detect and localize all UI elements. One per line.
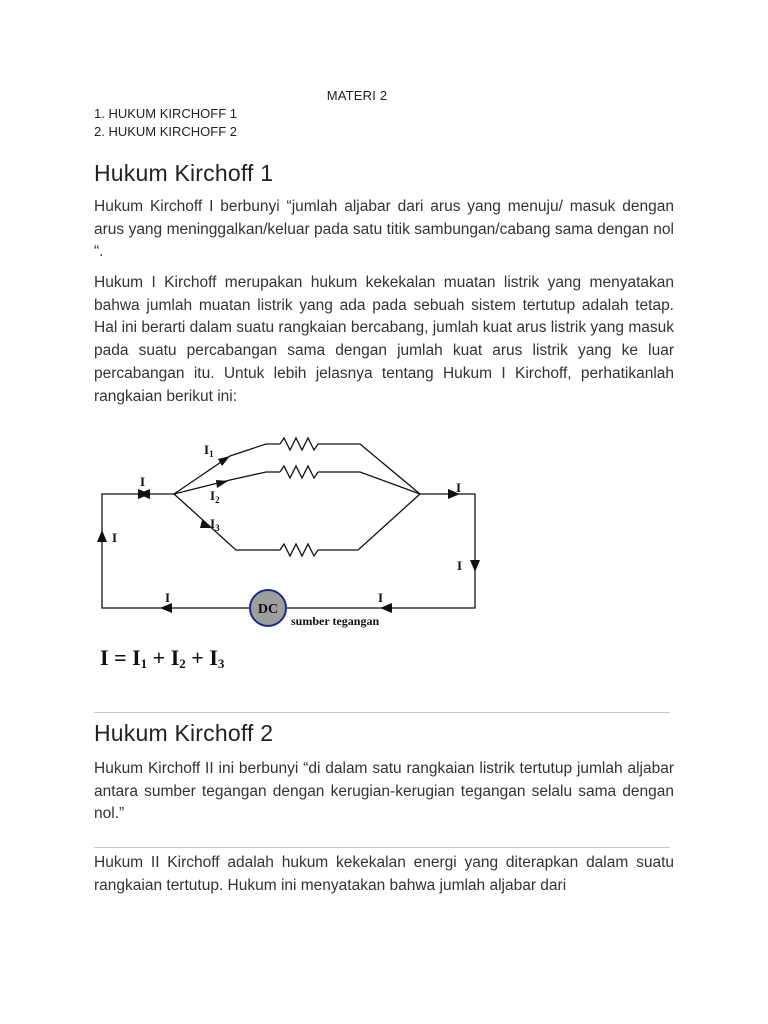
resistor-1 (280, 438, 318, 450)
table-of-contents (94, 105, 237, 141)
branch-1-left (174, 444, 280, 494)
wire-left-top (102, 494, 250, 608)
kirchoff-1-formula: $I = I_1 + I_2 + I_3$ (100, 645, 225, 671)
label-i-bottom-right: I (378, 590, 384, 605)
dc-source-label: DC (257, 602, 279, 617)
toc-item-2: 2. HUKUM KIRCHOFF 2 (94, 124, 238, 139)
dc-source-caption: sumber tegangan (291, 614, 380, 628)
resistor-3 (280, 544, 318, 556)
arrow-left-up (97, 530, 107, 542)
paragraph-kirchoff-1-statement: Hukum Kirchoff I berbunyi “jumlah aljabar dari arus yang menuju/ masuk dengan arus yang meninggalkan/keluar pada satu titik sambungan/cabang sama dengan nol “. (94, 198, 674, 261)
divider (94, 712, 670, 713)
branch-2-right (318, 472, 420, 494)
branch-1-right (318, 444, 420, 494)
label-i-top-left: I (140, 474, 146, 489)
resistor-2 (280, 466, 318, 478)
divider (94, 847, 670, 848)
label-i-top-right: I (456, 480, 462, 495)
toc-item-1: 1. HUKUM KIRCHOFF 1 (94, 106, 238, 121)
label-i-left: I (112, 530, 118, 545)
arrow-right-down (470, 560, 480, 572)
page-title: MATERI 2 (326, 88, 388, 103)
section-heading-kirchoff-1: Hukum Kirchoff 1 (94, 160, 274, 186)
paragraph-kirchoff-1-explanation: Hukum I Kirchoff merupakan hukum kekekalan muatan listrik yang menyatakan bahwa jumlah muatan listrik yang ada pada sebuah sistem tertutup adalah tetap. Hal ini berarti dalam suatu rangkaian bercabang, jumlah kuat arus listrik yang masuk pada suatu percabangan sama dengan jumlah kuat arus listrik yang ke luar percabangan itu. Untuk lebih jelasnya tentang Hukum I Kirchoff, perhatikanlah rangkaian berikut ini: (94, 274, 674, 405)
paragraph-kirchoff-2-explanation: Hukum II Kirchoff adalah hukum kekekalan energi yang diterapkan dalam suatu rangkaian tertutup. Hukum ini menyatakan bahwa jumlah aljabar dari (94, 854, 674, 894)
arrow-i1 (218, 456, 230, 466)
label-i-right: I (457, 558, 463, 573)
label-i3: $I_3$ (210, 516, 220, 533)
branch-3-right (318, 494, 420, 550)
paragraph-kirchoff-2-statement: Hukum Kirchoff II ini berbunyi “di dalam satu rangkaian listrik tertutup jumlah aljabar antara sumber tegangan dengan kerugian-kerugian tegangan selalu sama dengan nol.” (94, 760, 674, 823)
label-i-bottom-left: I (165, 590, 171, 605)
arrow-i2 (216, 480, 228, 488)
parallel-circuit-diagram (90, 428, 490, 678)
label-i1: $I_1$ (204, 442, 214, 459)
section-heading-kirchoff-2: Hukum Kirchoff 2 (94, 720, 274, 746)
label-i2: $I_2$ (210, 488, 220, 505)
branch-3-left (174, 494, 280, 550)
